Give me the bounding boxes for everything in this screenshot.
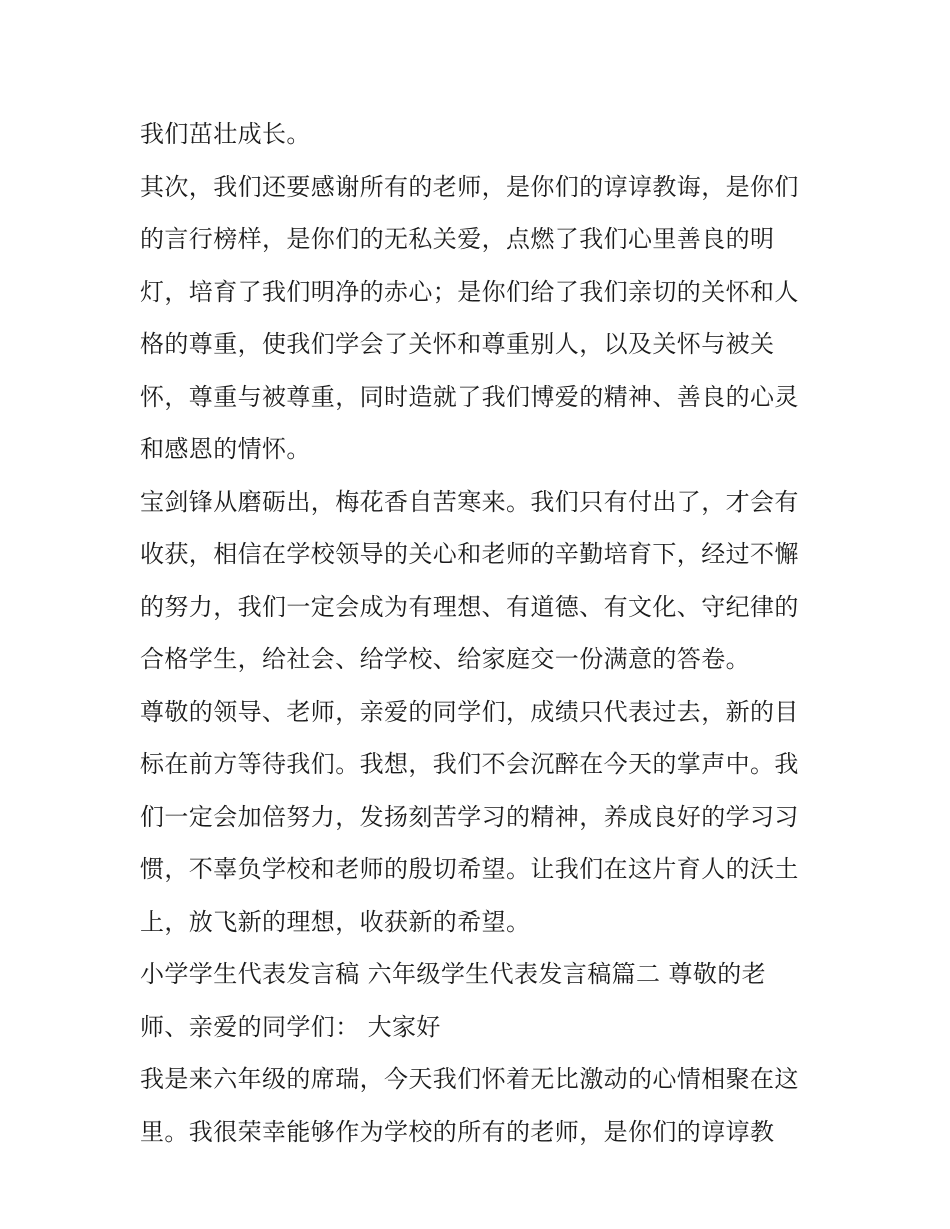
text-line: 其次，我们还要感谢所有的老师，是你们的谆谆教诲，是你们	[140, 172, 799, 201]
text-line: 的努力，我们一定会成为有理想、有道德、有文化、守纪律的	[140, 592, 799, 621]
text-line: 怀，尊重与被尊重，同时造就了我们博爱的精神、善良的心灵	[140, 382, 799, 411]
text-line: 和感恩的情怀。	[140, 435, 311, 463]
text-line: 我们茁壮成长。	[140, 120, 311, 148]
text-line: 标在前方等待我们。我想，我们不会沉醉在今天的掌声中。我	[140, 750, 799, 778]
text-line: 格的尊重，使我们学会了关怀和尊重别人，以及关怀与被关	[140, 330, 775, 358]
document-body	[140, 108, 830, 1158]
text-line: 们一定会加倍努力，发扬刻苦学习的精神，养成良好的学习习	[140, 802, 799, 831]
text-line: 的言行榜样，是你们的无私关爱，点燃了我们心里善良的明	[140, 225, 775, 253]
text-line: 我是来六年级的席瑞，今天我们怀着无比激动的心情相聚在这	[140, 1065, 799, 1093]
text-line: 尊敬的领导、老师，亲爱的同学们，成绩只代表过去，新的目	[140, 697, 799, 726]
text-line: 师、亲爱的同学们： 大家好	[140, 1012, 441, 1041]
text-line: 宝剑锋从磨砺出，梅花香自苦寒来。我们只有付出了，才会有	[140, 487, 799, 516]
text-line: 灯，培育了我们明净的赤心；是你们给了我们亲切的关怀和人	[140, 277, 799, 306]
text-line: 惯，不辜负学校和老师的殷切希望。让我们在这片育人的沃土	[140, 855, 799, 883]
text-line: 上，放飞新的理想，收获新的希望。	[140, 907, 531, 936]
text-line: 收获，相信在学校领导的关心和老师的辛勤培育下，经过不懈	[140, 540, 799, 568]
text-line: 小学学生代表发言稿 六年级学生代表发言稿篇二 尊敬的老	[140, 960, 767, 988]
text-line: 合格学生，给社会、给学校、给家庭交一份满意的答卷。	[140, 645, 750, 673]
text-line: 里。我很荣幸能够作为学校的所有的老师，是你们的谆谆教	[140, 1117, 775, 1146]
